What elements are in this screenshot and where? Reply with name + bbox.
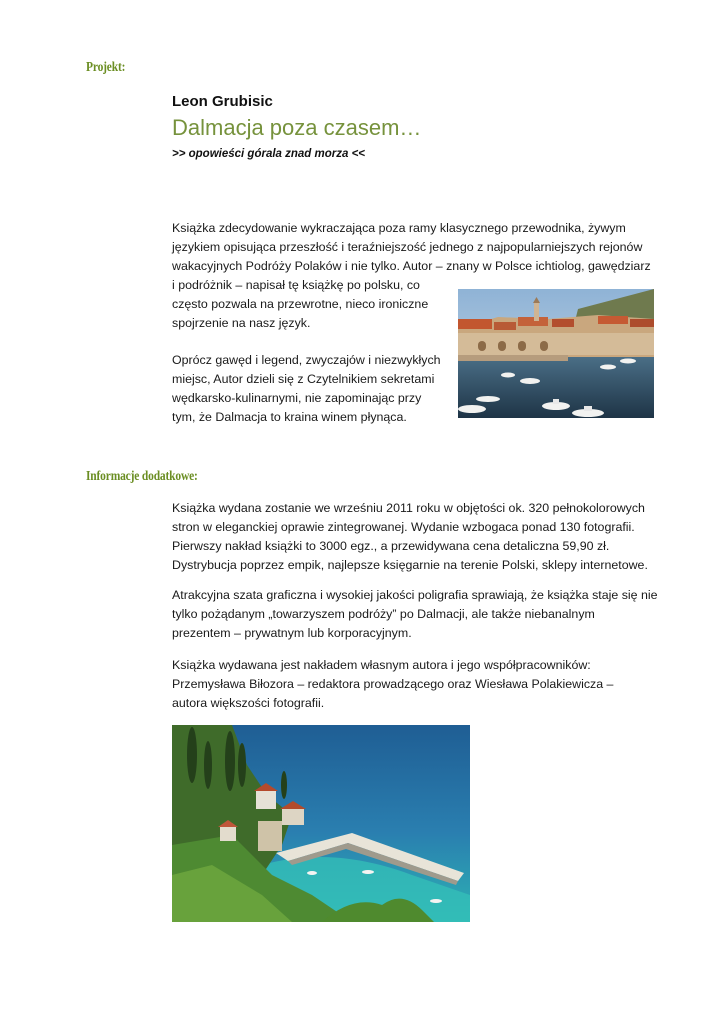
text-line: Dystrybucja poprzez empik, najlepsze księgarnie na terenie Polski, sklepy internetowe. <box>172 558 648 572</box>
text-line: autora większości fotografii. <box>172 696 325 710</box>
book-title: Dalmacja poza czasem… <box>172 115 422 140</box>
text-line: wędkarsko-kulinarnymi, nie zapominając przy <box>172 391 422 405</box>
text-line: i podróżnik – napisał tę książkę po polsku, co <box>172 278 420 292</box>
book-subtitle: >> opowieści górala znad morza << <box>172 148 366 160</box>
coast-photo <box>172 725 470 922</box>
text-line: językiem opisująca przeszłość i teraźniejszość jednego z najpopularniejszych rejonów <box>172 240 643 254</box>
info-paragraph-2 <box>172 586 658 643</box>
text-line: miejsc, Autor dzieli się z Czytelnikiem sekretami <box>172 372 435 386</box>
text-line: Książka zdecydowanie wykraczająca poza ramy klasycznego przewodnika, żywym <box>172 221 626 235</box>
text-line: Oprócz gawęd i legend, zwyczajów i niezwykłych <box>172 353 441 367</box>
text-line: Atrakcyjna szata graficzna i wysokiej jakości poligrafia sprawiają, że książka staje się nie <box>172 588 658 602</box>
text-line: tylko pożądanym „towarzyszem podróży” po Dalmacji, ale także niebanalnym <box>172 607 595 621</box>
text-line: prezentem – prywatnym lub korporacyjnym. <box>172 626 412 640</box>
text-line: często pozwala na przewrotne, nieco ironiczne <box>172 297 429 311</box>
text-line: Przemysława Biłozora – redaktora prowadzącego oraz Wiesława Polakiewicza – <box>172 677 614 691</box>
section-heading-info: Informacje dodatkowe: <box>86 469 198 484</box>
author-name: Leon Grubisic <box>172 93 273 110</box>
text-line: spojrzenie na nasz język. <box>172 316 311 330</box>
text-line: Pierwszy nakład książki to 3000 egz., a przewidywana cena detaliczna 59,90 zł. <box>172 539 610 553</box>
text-line: wakacyjnych Podróży Polaków i nie tylko. Autor – znany w Polsce ichtiolog, gawędziarz <box>172 259 651 273</box>
harbor-photo <box>458 289 654 418</box>
second-paragraph <box>172 351 441 427</box>
section-heading-projekt: Projekt: <box>86 60 126 75</box>
text-line: tym, że Dalmacja to kraina winem płynąca. <box>172 410 407 424</box>
info-paragraph-3 <box>172 656 613 713</box>
text-line: stron w eleganckiej oprawie zintegrowanej. Wydanie wzbogaca ponad 130 fotografii. <box>172 520 635 534</box>
info-paragraph-1 <box>172 499 648 575</box>
text-line: Książka wydana zostanie we wrześniu 2011 roku w objętości ok. 320 pełnokolorowych <box>172 501 645 515</box>
text-line: Książka wydawana jest nakładem własnym autora i jego współpracowników: <box>172 658 591 672</box>
